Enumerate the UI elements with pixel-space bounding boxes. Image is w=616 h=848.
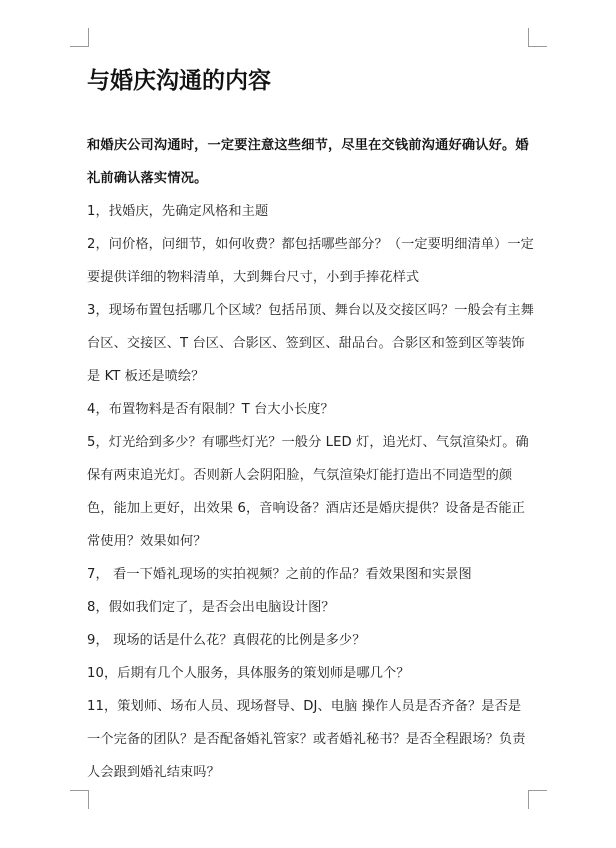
document-body <box>87 64 534 789</box>
page-corner-mark-top-right <box>528 28 547 47</box>
list-item: 9， 现场的话是什么花？真假花的比例是多少？ <box>87 633 366 648</box>
list-item: 8，假如我们定了，是否会出电脑设计图？ <box>87 600 335 615</box>
list-item: 3，现场布置包括哪几个区域？包括吊顶、舞台以及交接区吗？一般会有主舞台区、交接区、T 台区、合影区、签到区、甜品台。合影区和签到区等装饰是 KT 板还是喷绘？ <box>87 303 534 384</box>
list-item: 2，问价格，问细节，如何收费？都包括哪些部分？（一定要明细清单）一定要提供详细的物料清单，大到舞台尺寸，小到手捧花样式 <box>87 237 534 285</box>
page-corner-mark-top-left <box>70 28 89 47</box>
intro-paragraph: 和婚庆公司沟通时，一定要注意这些细节，尽里在交钱前沟通好确认好。婚礼前确认落实情况。 <box>87 138 529 186</box>
list-item: 4，布置物料是否有限制？T 台大小长度？ <box>87 402 334 417</box>
list-item: 10，后期有几个人服务，具体服务的策划师是哪几个？ <box>87 666 410 681</box>
page-corner-mark-bottom-right <box>528 790 547 809</box>
list-item: 1，找婚庆，先确定风格和主题 <box>87 204 269 219</box>
list-item: 11，策划师、场布人员、现场督导、DJ、电脑 操作人员是否齐备？是否是一个完备的团队？是否配备婚礼管家？或者婚礼秘书？是否全程跟场？负责人会跟到婚礼结束吗？ <box>87 699 526 780</box>
list-item: 7， 看一下婚礼现场的实拍视频？之前的作品？看效果图和实景图 <box>87 567 472 582</box>
list-item: 5，灯光给到多少？有哪些灯光？一般分 LED 灯，追光灯、气氛渲染灯。确保有两束追光灯。否则新人会阴阳脸，气氛渲染灯能打造出不同造型的颜色，能加上更好，出效果 6，音响设备？酒店还是婚庆提供？设备是否能正常使用？效果如何？ <box>87 435 529 549</box>
document-title: 与婚庆沟通的内容 <box>87 67 271 94</box>
page-corner-mark-bottom-left <box>70 790 89 809</box>
